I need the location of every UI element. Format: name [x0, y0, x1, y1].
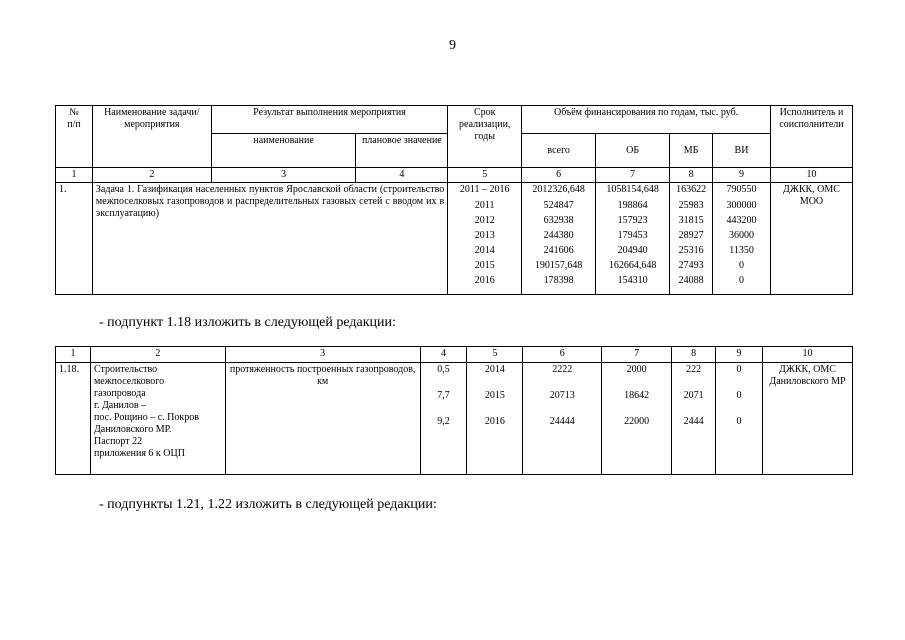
total-cell: 2012326,648 524847 632938 244380 241606 190157,648 178398 [522, 183, 596, 295]
vi-cell: 790550 300000 443200 36000 11350 0 0 [713, 183, 771, 295]
years-cell: 2014 2015 2016 [467, 363, 523, 475]
header-result: Результат выполнения мероприятия [211, 106, 448, 134]
header-result-value: плановое значение [356, 134, 448, 168]
header-result-name: наименование [211, 134, 356, 168]
executor-cell: ДЖКК, ОМС МОО [770, 183, 852, 295]
column-numbers-row: 1 2 3 4 5 6 7 8 9 10 [56, 347, 853, 363]
header-finance: Объём финансирования по годам, тыс. руб. [522, 106, 771, 134]
row-num: 1.18. [56, 363, 91, 475]
planned-values: 0,5 7,7 9,2 [420, 363, 467, 475]
header-ob: ОБ [596, 134, 670, 168]
task-description: Задача 1. Газификация населенных пунктов Ярославской области (строительство межпоселковых газопроводов и распределительных газовых сетей с вводом их в эксплуатацию) [92, 183, 447, 295]
header-num: № п/п [56, 106, 93, 168]
subitem-1-18-table [55, 346, 853, 475]
object-name: Строительство межпоселкового газопровода г. Данилов – пос. Рощино – с. Покров Даниловского МР. Паспорт 22 приложения 6 к ОЦП [90, 363, 225, 475]
mb-cell: 222 2071 2444 [672, 363, 716, 475]
row-num: 1. [56, 183, 93, 295]
mb-cell: 163622 25983 31815 28927 25316 27493 24088 [670, 183, 713, 295]
header-mb: МБ [670, 134, 713, 168]
vi-cell: 0 0 0 [716, 363, 763, 475]
header-task-name: Наименование задачи/мероприятия [92, 106, 211, 168]
header-total: всего [522, 134, 596, 168]
instruction-1-18: - подпункт 1.18 изложить в следующей редакции: [99, 315, 396, 330]
table-row [56, 363, 853, 475]
years-cell: 2011 – 2016 2011 2012 2013 2014 2015 2016 [448, 183, 522, 295]
column-numbers-row: 1 2 3 4 5 6 7 8 9 10 [56, 168, 853, 183]
page-number: 9 [449, 38, 456, 53]
header-term: Срок реализации, годы [448, 106, 522, 168]
ob-cell: 1058154,648 198864 157923 179453 204940 162664,648 154310 [596, 183, 670, 295]
header-vi: ВИ [713, 134, 771, 168]
executor-cell: ДЖКК, ОМС Даниловского МР [762, 363, 852, 475]
total-cell: 2222 20713 24444 [523, 363, 602, 475]
indicator-name: протяженность построенных газопроводов, км [225, 363, 420, 475]
header-executor: Исполнитель и соисполнители [770, 106, 852, 168]
table-row [56, 183, 853, 295]
instruction-1-21-1-22: - подпункты 1.21, 1.22 изложить в следующей редакции: [99, 497, 437, 512]
ob-cell: 2000 18642 22000 [602, 363, 672, 475]
financing-table [55, 105, 853, 295]
